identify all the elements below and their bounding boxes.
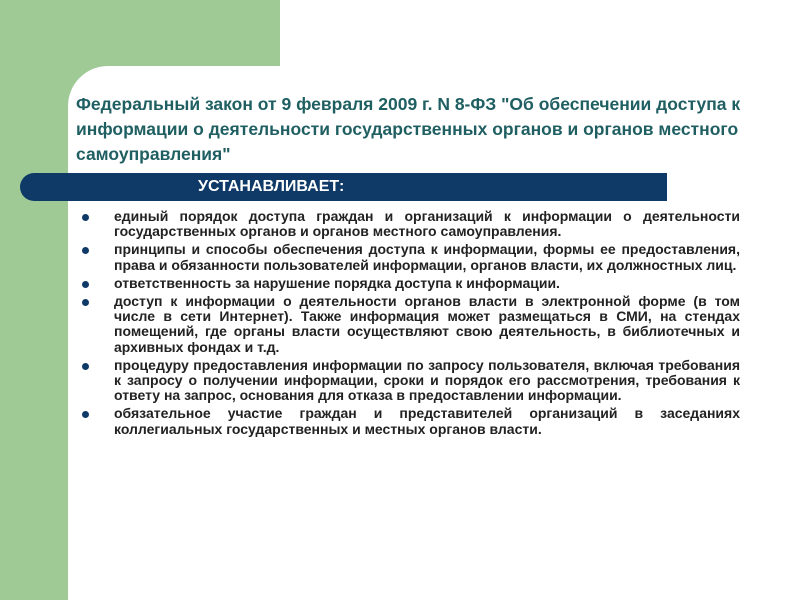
- bullet-icon: [82, 247, 89, 254]
- list-item-text: процедуру предоставления информации по запросу пользователя, включая требования к запросу о получении информации, сроки и порядок его рассмотрения, требования к ответу на запрос, основания для отказа в предоставлении информации.: [114, 356, 740, 404]
- list-item-text: обязательное участие граждан и представителей организаций в заседаниях коллегиальных государственных и местных органов власти.: [114, 405, 740, 437]
- bullet-icon: [82, 299, 89, 306]
- list-item-text: единый порядок доступа граждан и организаций к информации о деятельности государственных органов и органов местного самоуправления.: [114, 208, 740, 240]
- decorative-green-strip: [0, 0, 68, 600]
- bullet-icon: [82, 363, 89, 370]
- banner-label: УСТАНАВЛИВАЕТ:: [198, 178, 345, 195]
- section-banner: [20, 173, 667, 201]
- list-item: [80, 209, 740, 239]
- provisions-list: [80, 209, 740, 440]
- list-item-text: ответственность за нарушение порядка доступа к информации.: [114, 274, 560, 291]
- list-item: [80, 276, 740, 291]
- list-item: [80, 242, 740, 272]
- slide-title: Федеральный закон от 9 февраля 2009 г. N 8-ФЗ "Об обеспечении доступа к информации о деятельности государственных органов и органов местного самоуправления": [76, 94, 741, 164]
- list-item: [80, 406, 740, 436]
- bullet-icon: [82, 214, 89, 221]
- bullet-icon: [82, 411, 89, 418]
- list-item-text: принципы и способы обеспечения доступа к информации, формы ее предоставления, права и обязанности пользователей информации, органов власти, их должностных лиц.: [114, 241, 740, 273]
- list-item: [80, 294, 740, 355]
- list-item: [80, 358, 740, 404]
- list-item-text: доступ к информации о деятельности органов власти в электронной форме (в том числе в сети Интернет). Также информация может размещаться в СМИ, на стендах помещений, где органы власти осуществляют свою деятельность, в библиотечных и архивных фондах и т.д.: [114, 293, 740, 355]
- bullet-icon: [82, 281, 89, 288]
